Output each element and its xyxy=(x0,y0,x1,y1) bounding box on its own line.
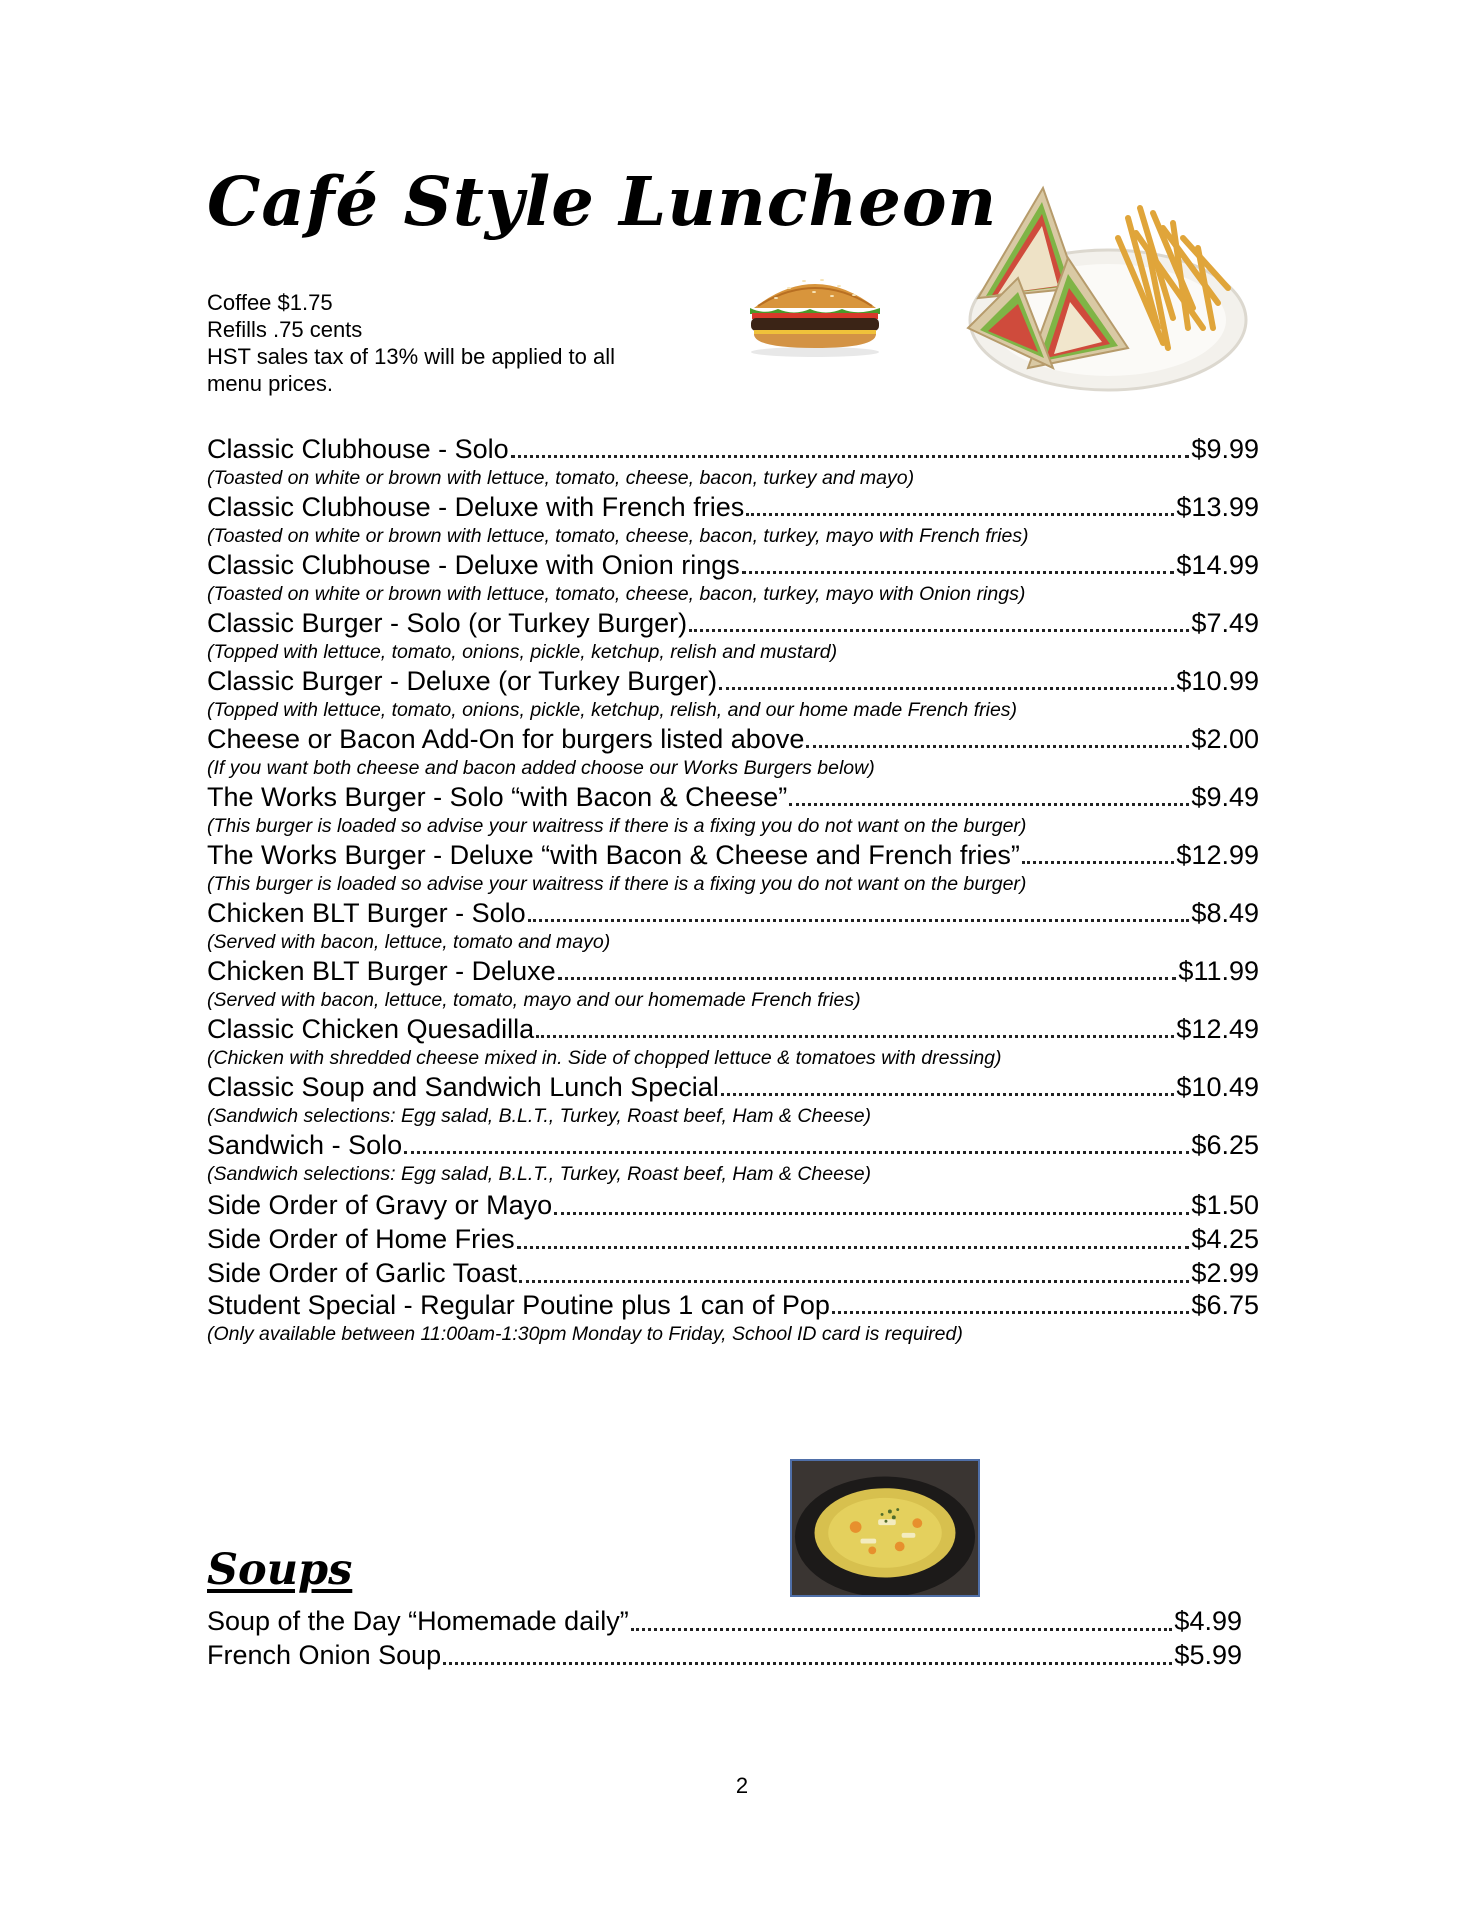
menu-item xyxy=(207,550,1259,608)
menu-item-name: The Works Burger - Solo “with Bacon & Cheese” xyxy=(207,782,788,812)
dot-leader xyxy=(536,1035,1174,1038)
dot-leader xyxy=(746,513,1174,516)
menu-item-row xyxy=(207,956,1259,987)
dot-leader xyxy=(511,455,1190,458)
menu-item-name: Classic Chicken Quesadilla xyxy=(207,1014,535,1044)
menu-item-row xyxy=(207,840,1259,871)
menu-item-name: Classic Clubhouse - Deluxe with Onion rings xyxy=(207,550,740,580)
menu-item xyxy=(207,434,1259,492)
dot-leader xyxy=(719,687,1174,690)
menu-item-price: $6.25 xyxy=(1191,1130,1259,1160)
menu-item-description: (Sandwich selections: Egg salad, B.L.T., Turkey, Roast beef, Ham & Cheese) xyxy=(207,1105,872,1127)
menu-item-row xyxy=(207,1072,1259,1103)
luncheon-menu xyxy=(207,434,1259,1348)
menu-item xyxy=(207,1188,1259,1222)
menu-item-price: $13.99 xyxy=(1176,492,1259,522)
menu-item-row xyxy=(207,1256,1259,1290)
menu-item-name: French Onion Soup xyxy=(207,1640,442,1670)
info-line-tax: HST sales tax of 13% will be applied to all xyxy=(207,344,616,369)
menu-item-row xyxy=(207,434,1259,465)
dot-leader xyxy=(806,745,1189,748)
info-line-coffee: Coffee $1.75 xyxy=(207,290,333,315)
menu-item-row xyxy=(207,1222,1259,1256)
menu-item xyxy=(207,1290,1259,1348)
menu-item-price: $12.99 xyxy=(1176,840,1259,870)
page-number: 2 xyxy=(735,1773,749,1798)
menu-item-row xyxy=(207,1604,1242,1638)
menu-item xyxy=(207,666,1259,724)
soups-heading: Soups xyxy=(207,1545,353,1595)
menu-item-name: Classic Clubhouse - Deluxe with French fries xyxy=(207,492,745,522)
menu-item-description: (Sandwich selections: Egg salad, B.L.T., Turkey, Roast beef, Ham & Cheese) xyxy=(207,1163,872,1185)
menu-item-description: (If you want both cheese and bacon added choose our Works Burgers below) xyxy=(207,757,875,779)
menu-item-description: (Topped with lettuce, tomato, onions, pickle, ketchup, relish and mustard) xyxy=(207,641,838,663)
menu-item-row xyxy=(207,782,1259,813)
menu-item-price: $9.99 xyxy=(1191,434,1259,464)
menu-item-row xyxy=(207,608,1259,639)
menu-item-description: (Served with bacon, lettuce, tomato, mayo and our homemade French fries) xyxy=(207,989,861,1011)
burger-image xyxy=(744,268,886,358)
menu-item-price: $4.25 xyxy=(1191,1224,1259,1254)
menu-item xyxy=(207,492,1259,550)
menu-item-description: (This burger is loaded so advise your waitress if there is a fixing you do not want on the burger) xyxy=(207,873,1027,895)
menu-item-name: Classic Clubhouse - Solo xyxy=(207,434,509,464)
menu-item-description: (Served with bacon, lettuce, tomato and mayo) xyxy=(207,931,611,953)
dot-leader xyxy=(789,803,1189,806)
dot-leader xyxy=(443,1662,1172,1665)
menu-item xyxy=(207,898,1259,956)
dot-leader xyxy=(517,1246,1190,1249)
club-sandwich-image xyxy=(958,178,1248,400)
menu-item-row xyxy=(207,550,1259,581)
menu-item-description: (Toasted on white or brown with lettuce, tomato, cheese, bacon, turkey, mayo with Onion rings) xyxy=(207,583,1026,605)
menu-item-price: $7.49 xyxy=(1191,608,1259,638)
menu-item-description: (Topped with lettuce, tomato, onions, pickle, ketchup, relish, and our home made French fries) xyxy=(207,699,1018,721)
menu-item xyxy=(207,724,1259,782)
menu-item-row xyxy=(207,1290,1259,1321)
menu-item xyxy=(207,782,1259,840)
info-block xyxy=(207,289,667,397)
dot-leader xyxy=(519,1280,1189,1283)
menu-item xyxy=(207,1222,1259,1256)
menu-item-row xyxy=(207,1638,1242,1672)
dot-leader xyxy=(404,1151,1189,1154)
menu-item xyxy=(207,1130,1259,1188)
menu-item-price: $2.99 xyxy=(1191,1258,1259,1288)
dot-leader xyxy=(558,977,1177,980)
menu-item-price: $12.49 xyxy=(1176,1014,1259,1044)
menu-item-name: The Works Burger - Deluxe “with Bacon & Cheese and French fries” xyxy=(207,840,1020,870)
menu-item-name: Chicken BLT Burger - Solo xyxy=(207,898,526,928)
menu-item-name: Classic Burger - Solo (or Turkey Burger) xyxy=(207,608,688,638)
menu-item-name: Chicken BLT Burger - Deluxe xyxy=(207,956,556,986)
menu-item xyxy=(207,1604,1242,1638)
menu-item xyxy=(207,956,1259,1014)
menu-item-price: $5.99 xyxy=(1174,1640,1242,1670)
menu-item-name: Side Order of Gravy or Mayo xyxy=(207,1190,553,1220)
menu-item-row xyxy=(207,1014,1259,1045)
menu-item-price: $14.99 xyxy=(1176,550,1259,580)
info-line-refills: Refills .75 cents xyxy=(207,317,363,342)
soup-image xyxy=(790,1459,980,1597)
menu-item xyxy=(207,1014,1259,1072)
dot-leader xyxy=(742,571,1175,574)
menu-item-name: Classic Burger - Deluxe (or Turkey Burger) xyxy=(207,666,718,696)
menu-item-price: $11.99 xyxy=(1178,956,1259,986)
menu-item-name: Side Order of Garlic Toast xyxy=(207,1258,518,1288)
menu-item xyxy=(207,1256,1259,1290)
dot-leader xyxy=(689,629,1189,632)
menu-item-row xyxy=(207,724,1259,755)
menu-item-price: $10.49 xyxy=(1176,1072,1259,1102)
menu-item-description: (Toasted on white or brown with lettuce, tomato, cheese, bacon, turkey and mayo) xyxy=(207,467,915,489)
menu-item xyxy=(207,608,1259,666)
menu-item-row xyxy=(207,1188,1259,1222)
menu-item-name: Soup of the Day “Homemade daily” xyxy=(207,1606,629,1636)
menu-item-row xyxy=(207,1130,1259,1161)
info-line-tax-cont: menu prices. xyxy=(207,371,333,396)
menu-item-description: (Toasted on white or brown with lettuce, tomato, cheese, bacon, turkey, mayo with French fries) xyxy=(207,525,1029,547)
dot-leader xyxy=(832,1311,1190,1314)
menu-item-price: $2.00 xyxy=(1191,724,1259,754)
menu-item-row xyxy=(207,898,1259,929)
menu-item-name: Cheese or Bacon Add-On for burgers listed above xyxy=(207,724,805,754)
menu-item-row xyxy=(207,492,1259,523)
menu-item-name: Classic Soup and Sandwich Lunch Special xyxy=(207,1072,719,1102)
menu-item-price: $10.99 xyxy=(1176,666,1259,696)
menu-item-description: (This burger is loaded so advise your waitress if there is a fixing you do not want on the burger) xyxy=(207,815,1027,837)
menu-item-row xyxy=(207,666,1259,697)
menu-item xyxy=(207,840,1259,898)
menu-item-price: $4.99 xyxy=(1174,1606,1242,1636)
menu-item-name: Sandwich - Solo xyxy=(207,1130,403,1160)
dot-leader xyxy=(721,1093,1175,1096)
dot-leader xyxy=(554,1212,1189,1215)
page-title: Café Style Luncheon xyxy=(207,162,998,241)
menu-item-description: (Only available between 11:00am-1:30pm Monday to Friday, School ID card is required) xyxy=(207,1323,963,1345)
menu-item-name: Side Order of Home Fries xyxy=(207,1224,515,1254)
soups-menu xyxy=(207,1604,1242,1672)
menu-item xyxy=(207,1638,1242,1672)
menu-item-price: $8.49 xyxy=(1191,898,1259,928)
menu-item-price: $9.49 xyxy=(1191,782,1259,812)
menu-item-price: $1.50 xyxy=(1191,1190,1259,1220)
dot-leader xyxy=(1022,861,1175,864)
menu-item-price: $6.75 xyxy=(1191,1290,1259,1320)
menu-item-description: (Chicken with shredded cheese mixed in. Side of chopped lettuce & tomatoes with dressing) xyxy=(207,1047,1002,1069)
menu-item-name: Student Special - Regular Poutine plus 1 can of Pop xyxy=(207,1290,830,1320)
dot-leader xyxy=(631,1628,1173,1631)
menu-item xyxy=(207,1072,1259,1130)
dot-leader xyxy=(528,919,1190,922)
